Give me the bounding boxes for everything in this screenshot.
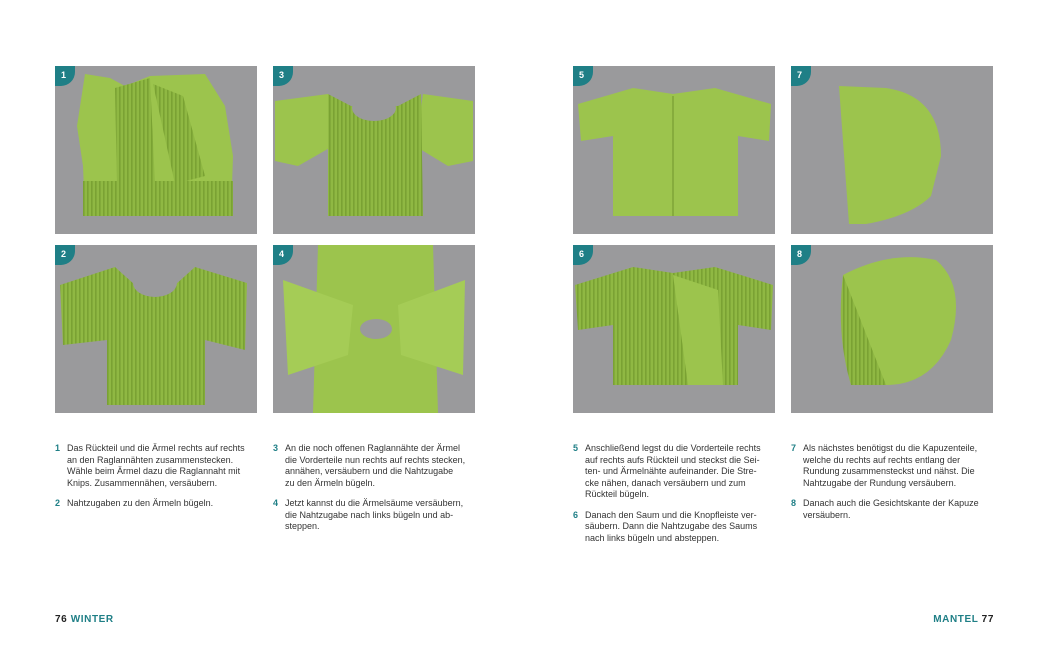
step-badge: 1 xyxy=(55,66,75,86)
step-text: Danach auch die Gesichtskante der Kapuze versäubern. xyxy=(803,498,979,520)
page-number-left: 76 xyxy=(55,614,68,625)
step-photo-6 xyxy=(573,245,775,413)
footer-right xyxy=(933,614,994,625)
step-number: 7 xyxy=(791,443,797,453)
page-number-right: 77 xyxy=(981,614,994,625)
step-text: Anschließend legst du die Vorderteile rechts auf rechts aufs Rückteil und steckst die Sei- ten- und Ärmelnähte aufeinander. Die Stre- cke nähen, danach versäubern und zum Rückteil bügeln. xyxy=(585,443,761,499)
step-photo-1 xyxy=(55,66,257,234)
steps-column-3 xyxy=(573,443,783,553)
step-photo-2 xyxy=(55,245,257,413)
step-text: Das Rückteil und die Ärmel rechts auf rechts an den Raglannähten zusammenstecken. Wähle beim Ärmel dazu die Raglannaht mit Knips. Zusammennähen, versäubern. xyxy=(67,443,245,488)
step-4 xyxy=(273,498,483,533)
step-photo-7 xyxy=(791,66,993,234)
step-number: 1 xyxy=(55,443,61,453)
footer-left xyxy=(55,614,114,625)
garment-image xyxy=(273,245,475,413)
step-number: 2 xyxy=(55,498,61,508)
steps-column-1 xyxy=(55,443,265,519)
step-1 xyxy=(55,443,265,489)
step-number: 8 xyxy=(791,498,797,508)
step-badge: 5 xyxy=(573,66,593,86)
step-text: Als nächstes benötigst du die Kapuzenteile, welche du rechts auf rechts entlang der Rundung zusammensteckst und nähst. Die Nahtzugabe der Rundung versäubern. xyxy=(803,443,978,488)
step-2 xyxy=(55,498,265,510)
step-text: An die noch offenen Raglannähte der Ärmel die Vorderteile nun rechts auf rechts stecken, annähen, versäubern und die Nahtzugabe zu den Ärmeln bügeln. xyxy=(285,443,466,488)
garment-image xyxy=(791,245,993,413)
step-3 xyxy=(273,443,483,489)
step-text: Nahtzugaben zu den Ärmeln bügeln. xyxy=(67,498,214,508)
step-badge: 6 xyxy=(573,245,593,265)
garment-image xyxy=(55,245,257,413)
section-name-right: MANTEL xyxy=(933,614,979,625)
step-text: Jetzt kannst du die Ärmelsäume versäubern, die Nahtzugabe nach links bügeln und ab- steppen. xyxy=(285,498,464,531)
step-photo-5 xyxy=(573,66,775,234)
step-6 xyxy=(573,510,783,545)
step-photo-8 xyxy=(791,245,993,413)
step-text: Danach den Saum und die Knopfleiste ver- säubern. Dann die Nahtzugabe des Saums nach links bügeln und absteppen. xyxy=(585,509,758,543)
step-photo-3 xyxy=(273,66,475,234)
step-badge: 2 xyxy=(55,245,75,265)
steps-column-4 xyxy=(791,443,1001,530)
step-badge: 7 xyxy=(791,66,811,86)
garment-image xyxy=(573,245,775,413)
step-7 xyxy=(791,443,1001,489)
step-number: 5 xyxy=(573,443,579,453)
steps-column-2 xyxy=(273,443,483,542)
step-badge: 8 xyxy=(791,245,811,265)
step-number: 6 xyxy=(573,509,579,520)
step-photo-4 xyxy=(273,245,475,413)
garment-image xyxy=(791,66,993,234)
step-badge: 3 xyxy=(273,66,293,86)
step-8 xyxy=(791,498,1001,521)
section-name-left: WINTER xyxy=(70,614,114,625)
step-badge: 4 xyxy=(273,245,293,265)
step-number: 4 xyxy=(273,498,279,508)
step-number: 3 xyxy=(273,443,279,453)
garment-image xyxy=(55,66,257,234)
garment-image xyxy=(273,66,475,234)
step-5 xyxy=(573,443,783,501)
garment-image xyxy=(573,66,775,234)
